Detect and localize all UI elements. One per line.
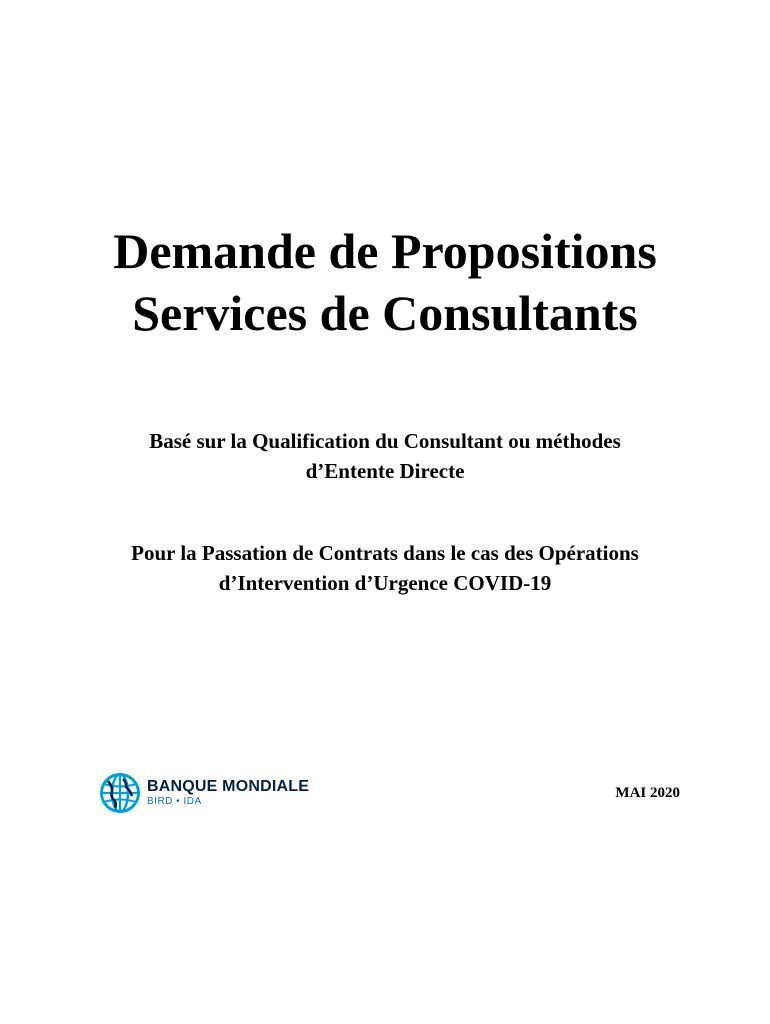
title-line-2: Services de Consultants bbox=[132, 285, 638, 341]
scope-subtitle bbox=[0, 538, 770, 598]
logo-subtitle: BIRD • IDA bbox=[147, 796, 202, 807]
logo-text bbox=[147, 778, 309, 808]
globe-icon bbox=[99, 772, 141, 814]
title-line-1: Demande de Propositions bbox=[113, 223, 657, 279]
method-subtitle-line-2: d’Entente Directe bbox=[305, 459, 465, 483]
method-subtitle-line-1: Basé sur la Qualification du Consultant ou méthodes bbox=[149, 429, 621, 453]
method-subtitle bbox=[0, 426, 770, 486]
document-title bbox=[0, 220, 770, 344]
logo-name: BANQUE MONDIALE bbox=[147, 778, 310, 795]
world-bank-logo bbox=[99, 770, 309, 816]
scope-subtitle-line-1: Pour la Passation de Contrats dans le cas des Opérations bbox=[131, 541, 639, 565]
document-date: MAI 2020 bbox=[615, 785, 680, 801]
scope-subtitle-line-2: d’Intervention d’Urgence COVID-19 bbox=[218, 571, 552, 595]
